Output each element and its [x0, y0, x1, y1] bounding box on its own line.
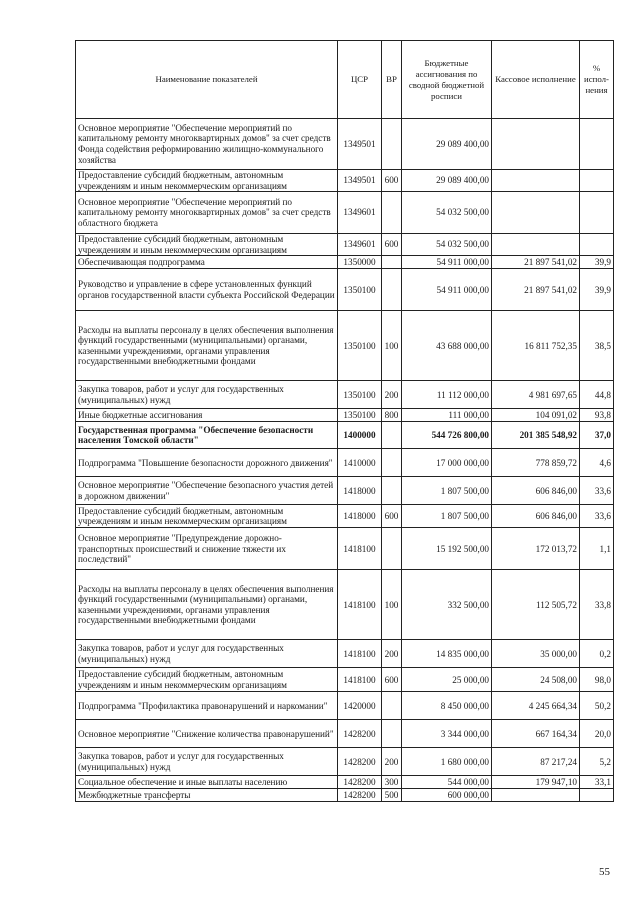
- cell-pct: 33,6: [580, 505, 614, 528]
- cell-cash: 21 897 541,02: [492, 269, 580, 311]
- cell-pct: 33,1: [580, 776, 614, 789]
- cell-name: Подпрограмма "Повышение безопасности дорожного движения": [76, 449, 338, 477]
- cell-vr: [382, 477, 402, 505]
- table-row: [76, 269, 614, 311]
- table-row: [76, 422, 614, 449]
- cell-cash: 104 091,02: [492, 409, 580, 422]
- cell-vr: [382, 422, 402, 449]
- cell-plan: 332 500,00: [402, 570, 492, 640]
- cell-name: Расходы на выплаты персоналу в целях обеспечения выполнения функций государственными (муниципальными) органами, казенными учреждениями, органами управления государственными внебюджетными фондами: [76, 311, 338, 381]
- cell-cash: [492, 789, 580, 802]
- table-row: [76, 668, 614, 692]
- table-body: [76, 119, 614, 802]
- cell-csr: 1418000: [338, 477, 382, 505]
- cell-pct: 37,0: [580, 422, 614, 449]
- cell-cash: 112 505,72: [492, 570, 580, 640]
- cell-vr: [382, 119, 402, 170]
- cell-vr: 600: [382, 170, 402, 192]
- cell-name: Предоставление субсидий бюджетным, автономным учреждениям и иным некоммерческим организациям: [76, 668, 338, 692]
- cell-cash: 35 000,00: [492, 640, 580, 668]
- cell-name: Руководство и управление в сфере установленных функций органов государственной власти субъекта Российской Федерации: [76, 269, 338, 311]
- cell-vr: [382, 692, 402, 720]
- header-csr: ЦСР: [338, 41, 382, 119]
- cell-vr: [382, 192, 402, 234]
- cell-csr: 1428200: [338, 776, 382, 789]
- cell-csr: 1418100: [338, 528, 382, 570]
- cell-cash: 24 508,00: [492, 668, 580, 692]
- cell-name: Основное мероприятие "Обеспечение безопасного участия детей в дорожном движении": [76, 477, 338, 505]
- cell-plan: 111 000,00: [402, 409, 492, 422]
- cell-pct: 33,8: [580, 570, 614, 640]
- cell-csr: 1410000: [338, 449, 382, 477]
- cell-name: Расходы на выплаты персоналу в целях обеспечения выполнения функций государственными (муниципальными) органами, казенными учреждениями, органами управления государственными внебюджетными фондами: [76, 570, 338, 640]
- cell-name: Социальное обеспечение и иные выплаты населению: [76, 776, 338, 789]
- cell-pct: [580, 789, 614, 802]
- cell-csr: 1349601: [338, 234, 382, 256]
- cell-name: Основное мероприятие "Обеспечение мероприятий по капитальному ремонту многоквартирных домов" за счет средств Фонда содействия реформированию жилищно-коммунального хозяйства: [76, 119, 338, 170]
- cell-vr: [382, 528, 402, 570]
- cell-name: Государственная программа "Обеспечение безопасности населения Томской области": [76, 422, 338, 449]
- cell-name: Закупка товаров, работ и услуг для государственных (муниципальных) нужд: [76, 640, 338, 668]
- cell-pct: [580, 170, 614, 192]
- cell-csr: 1418100: [338, 570, 382, 640]
- cell-csr: 1349501: [338, 119, 382, 170]
- cell-csr: 1350100: [338, 409, 382, 422]
- cell-plan: 54 911 000,00: [402, 256, 492, 269]
- cell-csr: 1418100: [338, 640, 382, 668]
- cell-pct: 44,8: [580, 381, 614, 409]
- cell-pct: 4,6: [580, 449, 614, 477]
- cell-pct: [580, 192, 614, 234]
- cell-name: Основное мероприятие "Снижение количества правонарушений": [76, 720, 338, 748]
- cell-csr: 1428200: [338, 748, 382, 776]
- cell-name: Предоставление субсидий бюджетным, автономным учреждениям и иным некоммерческим организациям: [76, 505, 338, 528]
- cell-pct: 1,1: [580, 528, 614, 570]
- cell-pct: 98,0: [580, 668, 614, 692]
- cell-vr: [382, 269, 402, 311]
- cell-pct: 93,8: [580, 409, 614, 422]
- cell-name: Закупка товаров, работ и услуг для государственных (муниципальных) нужд: [76, 748, 338, 776]
- cell-plan: 43 688 000,00: [402, 311, 492, 381]
- table-row: [76, 409, 614, 422]
- cell-name: Основное мероприятие "Предупреждение дорожно-транспортных происшествий и снижение тяжести их последствий": [76, 528, 338, 570]
- cell-cash: [492, 170, 580, 192]
- cell-cash: 667 164,34: [492, 720, 580, 748]
- cell-cash: 172 013,72: [492, 528, 580, 570]
- cell-vr: 300: [382, 776, 402, 789]
- cell-csr: 1350000: [338, 256, 382, 269]
- cell-plan: 14 835 000,00: [402, 640, 492, 668]
- cell-plan: 544 726 800,00: [402, 422, 492, 449]
- cell-vr: 600: [382, 505, 402, 528]
- cell-plan: 1 807 500,00: [402, 505, 492, 528]
- table-row: [76, 192, 614, 234]
- table-row: [76, 748, 614, 776]
- cell-plan: 11 112 000,00: [402, 381, 492, 409]
- cell-plan: 8 450 000,00: [402, 692, 492, 720]
- cell-plan: 29 089 400,00: [402, 119, 492, 170]
- cell-pct: 38,5: [580, 311, 614, 381]
- cell-name: Подпрограмма "Профилактика правонарушений и наркомании": [76, 692, 338, 720]
- header-plan: Бюджетные ассигнования по сводной бюджетной росписи: [402, 41, 492, 119]
- table-row: [76, 449, 614, 477]
- table-row: [76, 640, 614, 668]
- cell-plan: 15 192 500,00: [402, 528, 492, 570]
- page-number: 55: [599, 866, 610, 878]
- cell-pct: 39,9: [580, 269, 614, 311]
- cell-cash: [492, 119, 580, 170]
- cell-vr: 800: [382, 409, 402, 422]
- cell-vr: [382, 449, 402, 477]
- cell-pct: 0,2: [580, 640, 614, 668]
- table-row: [76, 692, 614, 720]
- cell-cash: 606 846,00: [492, 477, 580, 505]
- cell-csr: 1428200: [338, 789, 382, 802]
- cell-csr: 1420000: [338, 692, 382, 720]
- cell-pct: [580, 234, 614, 256]
- budget-execution-table: [75, 40, 614, 802]
- cell-csr: 1418100: [338, 668, 382, 692]
- cell-name: Предоставление субсидий бюджетным, автономным учреждениям и иным некоммерческим организациям: [76, 234, 338, 256]
- cell-csr: 1350100: [338, 269, 382, 311]
- table-row: [76, 720, 614, 748]
- cell-cash: 606 846,00: [492, 505, 580, 528]
- cell-vr: 200: [382, 748, 402, 776]
- cell-name: Предоставление субсидий бюджетным, автономным учреждениям и иным некоммерческим организациям: [76, 170, 338, 192]
- cell-name: Основное мероприятие "Обеспечение мероприятий по капитальному ремонту многоквартирных домов" за счет средств областного бюджета: [76, 192, 338, 234]
- cell-plan: 54 911 000,00: [402, 269, 492, 311]
- cell-vr: [382, 720, 402, 748]
- cell-plan: 544 000,00: [402, 776, 492, 789]
- cell-plan: 1 807 500,00: [402, 477, 492, 505]
- cell-cash: 21 897 541,02: [492, 256, 580, 269]
- table-row: [76, 170, 614, 192]
- table-row: [76, 789, 614, 802]
- cell-plan: 54 032 500,00: [402, 192, 492, 234]
- table-row: [76, 234, 614, 256]
- cell-pct: 5,2: [580, 748, 614, 776]
- cell-cash: 201 385 548,92: [492, 422, 580, 449]
- cell-cash: 4 981 697,65: [492, 381, 580, 409]
- header-vr: ВР: [382, 41, 402, 119]
- cell-csr: 1349601: [338, 192, 382, 234]
- cell-pct: 20,0: [580, 720, 614, 748]
- cell-vr: [382, 256, 402, 269]
- cell-cash: 179 947,10: [492, 776, 580, 789]
- cell-name: Иные бюджетные ассигнования: [76, 409, 338, 422]
- header-cash: Кассовое исполнение: [492, 41, 580, 119]
- cell-plan: 3 344 000,00: [402, 720, 492, 748]
- cell-vr: 500: [382, 789, 402, 802]
- table-row: [76, 119, 614, 170]
- cell-pct: 50,2: [580, 692, 614, 720]
- table-row: [76, 570, 614, 640]
- cell-vr: 600: [382, 234, 402, 256]
- cell-pct: 33,6: [580, 477, 614, 505]
- cell-csr: 1350100: [338, 381, 382, 409]
- table-row: [76, 776, 614, 789]
- cell-vr: 600: [382, 668, 402, 692]
- cell-plan: 600 000,00: [402, 789, 492, 802]
- table-row: [76, 311, 614, 381]
- cell-csr: 1400000: [338, 422, 382, 449]
- cell-csr: 1350100: [338, 311, 382, 381]
- cell-cash: [492, 192, 580, 234]
- table-row: [76, 381, 614, 409]
- cell-vr: 100: [382, 570, 402, 640]
- cell-csr: 1428200: [338, 720, 382, 748]
- cell-pct: [580, 119, 614, 170]
- table-row: [76, 477, 614, 505]
- header-name: Наименование показателей: [76, 41, 338, 119]
- table-row: [76, 505, 614, 528]
- cell-plan: 1 680 000,00: [402, 748, 492, 776]
- cell-vr: 200: [382, 381, 402, 409]
- cell-name: Межбюджетные трансферты: [76, 789, 338, 802]
- cell-plan: 25 000,00: [402, 668, 492, 692]
- table-row: [76, 256, 614, 269]
- cell-csr: 1349501: [338, 170, 382, 192]
- cell-plan: 17 000 000,00: [402, 449, 492, 477]
- cell-name: Закупка товаров, работ и услуг для государственных (муниципальных) нужд: [76, 381, 338, 409]
- cell-vr: 100: [382, 311, 402, 381]
- cell-plan: 54 032 500,00: [402, 234, 492, 256]
- header-pct: % испол-нения: [580, 41, 614, 119]
- table-row: [76, 528, 614, 570]
- cell-cash: [492, 234, 580, 256]
- cell-cash: 778 859,72: [492, 449, 580, 477]
- cell-cash: 4 245 664,34: [492, 692, 580, 720]
- cell-name: Обеспечивающая подпрограмма: [76, 256, 338, 269]
- cell-pct: 39,9: [580, 256, 614, 269]
- cell-cash: 16 811 752,35: [492, 311, 580, 381]
- cell-vr: 200: [382, 640, 402, 668]
- cell-cash: 87 217,24: [492, 748, 580, 776]
- table-header-row: [76, 41, 614, 119]
- cell-csr: 1418000: [338, 505, 382, 528]
- cell-plan: 29 089 400,00: [402, 170, 492, 192]
